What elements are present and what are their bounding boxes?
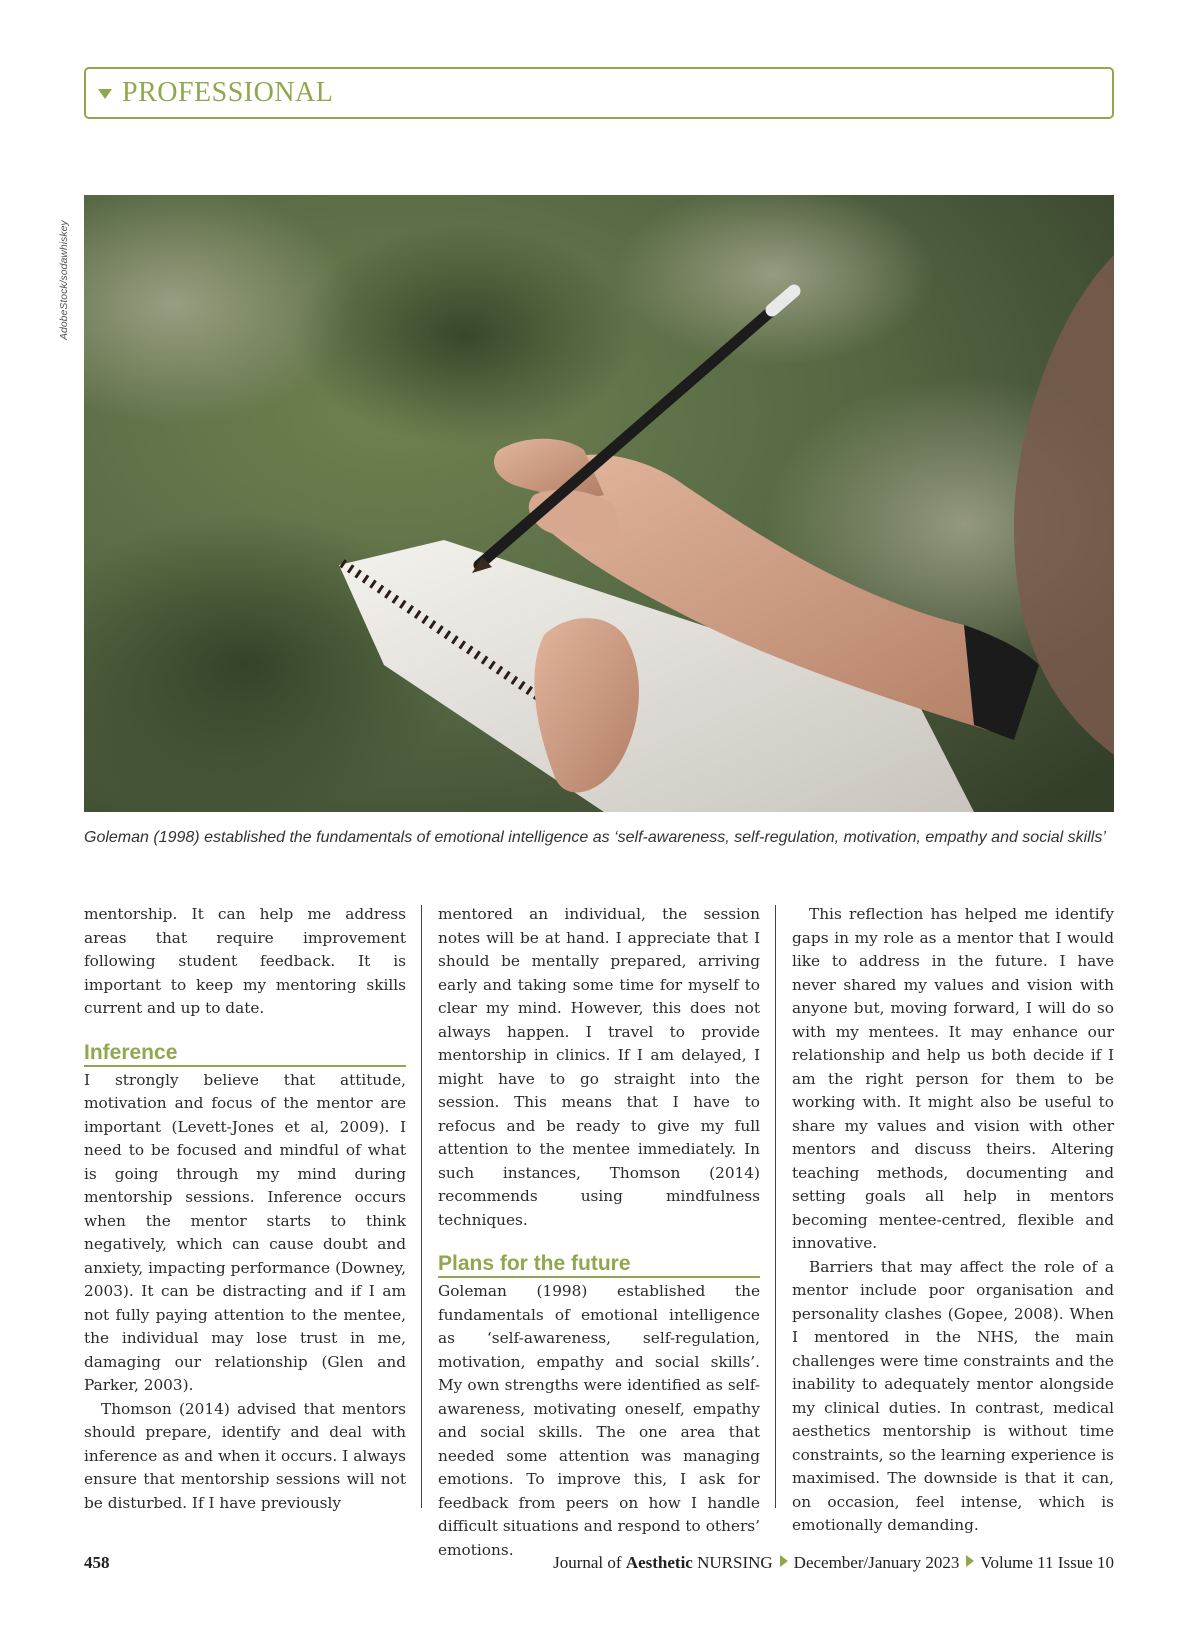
journal-info <box>553 1553 1114 1573</box>
column-1 <box>84 903 406 1513</box>
journal-prefix: Journal of <box>553 1553 626 1572</box>
paragraph: mentored an individual, the session notes will be at hand. I appreciate that I should be mentally prepared, arriving early and taking some time for myself to clear my mind. However, this does not always happen. I travel to provide mentorship in clinics. If I am delayed, I might have to go straight into the session. This means that I have to refocus and be ready to give my full attention to the mentee immediately. In such instances, Thomson (2014) recommends using mindfulness techniques. <box>438 905 760 1229</box>
paragraph: mentorship. It can help me address areas that require improvement following student feedback. It is important to keep my mentoring skills current and up to date. <box>84 905 406 1017</box>
section-heading-inference: Inference <box>84 1021 406 1067</box>
paragraph: Thomson (2014) advised that mentors should prepare, identify and deal with inference as and when it occurs. I always ensure that mentorship sessions will not be disturbed. If I have previously <box>84 1399 406 1512</box>
page-number: 458 <box>84 1553 110 1572</box>
journal-bold: Aesthetic <box>625 1553 693 1572</box>
column-3 <box>792 903 1114 1534</box>
triangle-right-icon <box>966 1555 974 1567</box>
column-divider <box>775 905 776 1508</box>
paragraph: This reflection has helped me identify gaps in my role as a mentor that I would like to address in the future. I have never shared my values and vision with anyone but, moving forward, I will do so with my mentees. It may enhance our relationship and help us both decide if I am the right person for them to be working with. It might also be useful to share my values and vision with other mentors and discuss theirs. Altering teaching methods, documenting and setting goals all help in mentors becoming mentee-centred, flexible and innovative. <box>792 905 1114 1252</box>
paragraph: I strongly believe that attitude, motivation and focus of the mentor are important (Levett-Jones et al, 2009). I need to be focused and mindful of what is going through my mind during mentorship sessions. Inference occurs when the mentor starts to think negatively, which can cause doubt and anxiety, impacting performance (Downey, 2003). It can be distracting and if I am not fully paying attention to the mentee, the individual may lose trust in me, damaging our relationship (Glen and Parker, 2003). <box>84 1070 406 1394</box>
journal-suffix: NURSING <box>692 1553 773 1572</box>
volume-issue: Volume 11 Issue 10 <box>980 1553 1114 1572</box>
section-header <box>84 67 1114 119</box>
issue-date: December/January 2023 <box>793 1553 960 1572</box>
photo-caption: Goleman (1998) established the fundamentals of emotional intelligence as ‘self-awareness, self-regulation, motivation, empathy and social skills’ <box>84 829 1106 846</box>
article-photo <box>84 195 1114 812</box>
photo-credit: AdobeStock/sodawhiskey <box>58 220 70 340</box>
triangle-right-icon <box>780 1555 788 1567</box>
paragraph: Goleman (1998) established the fundamentals of emotional intelligence as ‘self-awareness, self-regulation, motivation, empathy and social skills’. My own strengths were identified as self-awareness, motivating oneself, empathy and social skills. The one area that needed some attention was managing emotions. To improve this, I ask for feedback from peers on how I handle difficult situations and respond to others’ emotions. <box>438 1282 760 1559</box>
page-footer <box>84 1553 1114 1577</box>
section-label: PROFESSIONAL <box>122 77 334 108</box>
paragraph: Barriers that may affect the role of a mentor include poor organisation and personality clashes (Gopee, 2008). When I mentored in the NHS, the main challenges were time constraints and the inability to adequately mentor alongside my clinical duties. In contrast, medical aesthetics mentorship is without time constraints, so the learning experience is maximised. The downside is that it can, on occasion, feel intense, which is emotionally demanding. <box>792 1257 1114 1534</box>
triangle-down-icon <box>98 89 112 99</box>
column-divider <box>421 905 422 1508</box>
column-2 <box>438 903 760 1559</box>
hand-writing-photo <box>84 195 1114 812</box>
section-heading-plans: Plans for the future <box>438 1232 760 1278</box>
